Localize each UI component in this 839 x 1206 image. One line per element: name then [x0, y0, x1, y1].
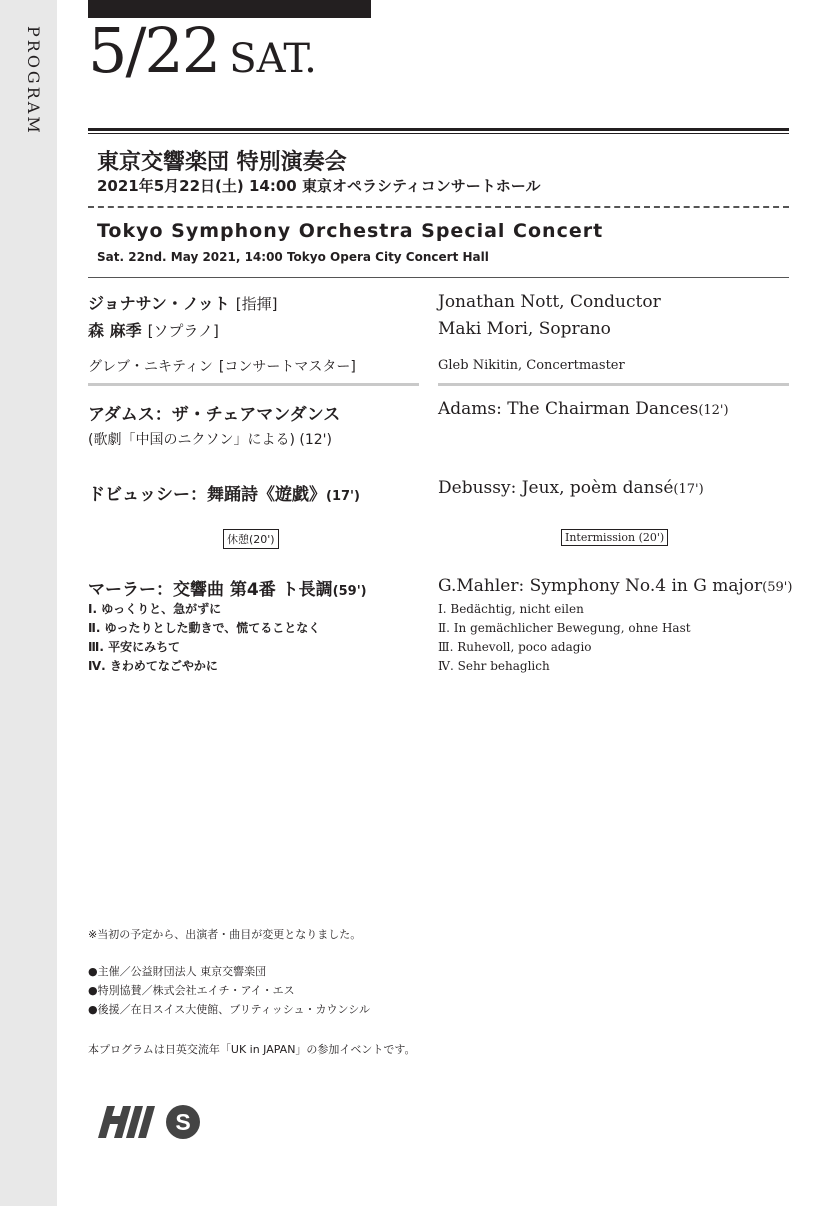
work-adams-note: (歌劇「中国のニクソン」による) (12')	[88, 432, 332, 448]
movement-item: Ⅱ. ゆったりとした動きで、慌てることなく	[88, 621, 321, 635]
movement-item: Ⅰ. ゆっくりと、急がずに	[88, 602, 222, 616]
concert-date	[88, 14, 317, 87]
credit-item: ●後援／在日スイス大使館、ブリティッシュ・カウンシル	[88, 1003, 370, 1016]
work-title: G.Mahler: Symphony No.4 in G major	[438, 576, 763, 596]
concert-title-jp: 東京交響楽団 特別演奏会	[97, 150, 347, 175]
work-title: マーラー：交響曲 第4番 ト長調	[88, 580, 333, 600]
sidebar	[0, 0, 57, 1206]
uk-in-japan-note: 本プログラムは日英交流年「UK in JAPAN」の参加イベントです。	[88, 1043, 416, 1056]
work-adams-jp: アダムス：ザ・チェアマンダンス	[88, 405, 341, 425]
intermission-en: Intermission (20')	[561, 529, 668, 546]
divider-top-thin	[88, 133, 789, 134]
movement-item: Ⅱ. In gemächlicher Bewegung, ohne Hast	[438, 621, 691, 635]
work-duration: (17')	[673, 482, 704, 497]
divider-solid	[88, 277, 789, 278]
work-duration: (59')	[762, 580, 793, 595]
divider-dashed	[88, 206, 789, 208]
work-title: Adams: The Chairman Dances	[438, 399, 699, 419]
date-day: SAT.	[229, 36, 317, 82]
work-title: ドビュッシー：舞踊詩《遊戯》	[88, 485, 326, 505]
movement-item: Ⅳ. きわめてなごやかに	[88, 659, 218, 673]
performer-2-en: Maki Mori, Soprano	[438, 319, 611, 339]
performer-role: [指揮]	[235, 295, 278, 313]
work-mahler-en	[438, 576, 792, 596]
work-title: Debussy: Jeux, poèm dansé	[438, 478, 674, 498]
intermission-jp: 休憩(20')	[223, 529, 279, 549]
work-debussy-en	[438, 478, 704, 498]
credit-item: ●特別協賛／株式会社エイチ・アイ・エス	[88, 984, 295, 997]
work-duration: (12')	[698, 403, 729, 418]
performer-name: 森 麻季	[88, 321, 142, 340]
movement-item: Ⅲ. Ruhevoll, poco adagio	[438, 640, 592, 654]
concert-subtitle-en: Sat. 22nd. May 2021, 14:00 Tokyo Opera City Concert Hall	[97, 250, 489, 264]
work-mahler-jp	[88, 575, 367, 600]
performer-role: [ソプラノ]	[147, 322, 219, 340]
work-debussy-jp	[88, 480, 360, 505]
concert-subtitle-jp: 2021年5月22日(土) 14:00 東京オペラシティコンサートホール	[97, 177, 541, 195]
sidebar-label: PROGRAM	[24, 26, 43, 136]
movement-item: Ⅰ. Bedächtig, nicht eilen	[438, 602, 584, 616]
movement-item: Ⅳ. Sehr behaglich	[438, 659, 550, 673]
date-number: 5/22	[88, 14, 220, 87]
performer-role: [コンサートマスター]	[218, 359, 356, 375]
movements-jp	[88, 600, 320, 676]
his-logo-icon	[97, 1103, 203, 1141]
performer-1-jp	[88, 291, 277, 314]
svg-text:S: S	[175, 1109, 191, 1135]
performer-name: ジョナサン・ノット	[88, 294, 230, 313]
credits	[88, 962, 370, 1019]
performer-3-en: Gleb Nikitin, Concertmaster	[438, 358, 625, 373]
work-duration: (59')	[332, 584, 367, 599]
performer-name: グレブ・ニキティン	[88, 359, 213, 375]
change-note: ※当初の予定から、出演者・曲目が変更となりました。	[88, 928, 362, 941]
concert-title-en: Tokyo Symphony Orchestra Special Concert	[97, 220, 604, 242]
credit-item: ●主催／公益財団法人 東京交響楽団	[88, 965, 267, 978]
divider-grey-right	[438, 383, 789, 386]
movements-en	[438, 600, 691, 676]
performer-3-jp	[88, 356, 356, 376]
performer-2-jp	[88, 318, 219, 341]
performer-1-en: Jonathan Nott, Conductor	[438, 292, 661, 312]
divider-grey-left	[88, 383, 419, 386]
work-duration: (17')	[326, 489, 360, 504]
work-adams-en	[438, 399, 729, 419]
movement-item: Ⅲ. 平安にみちて	[88, 640, 180, 654]
divider-top	[88, 128, 789, 131]
